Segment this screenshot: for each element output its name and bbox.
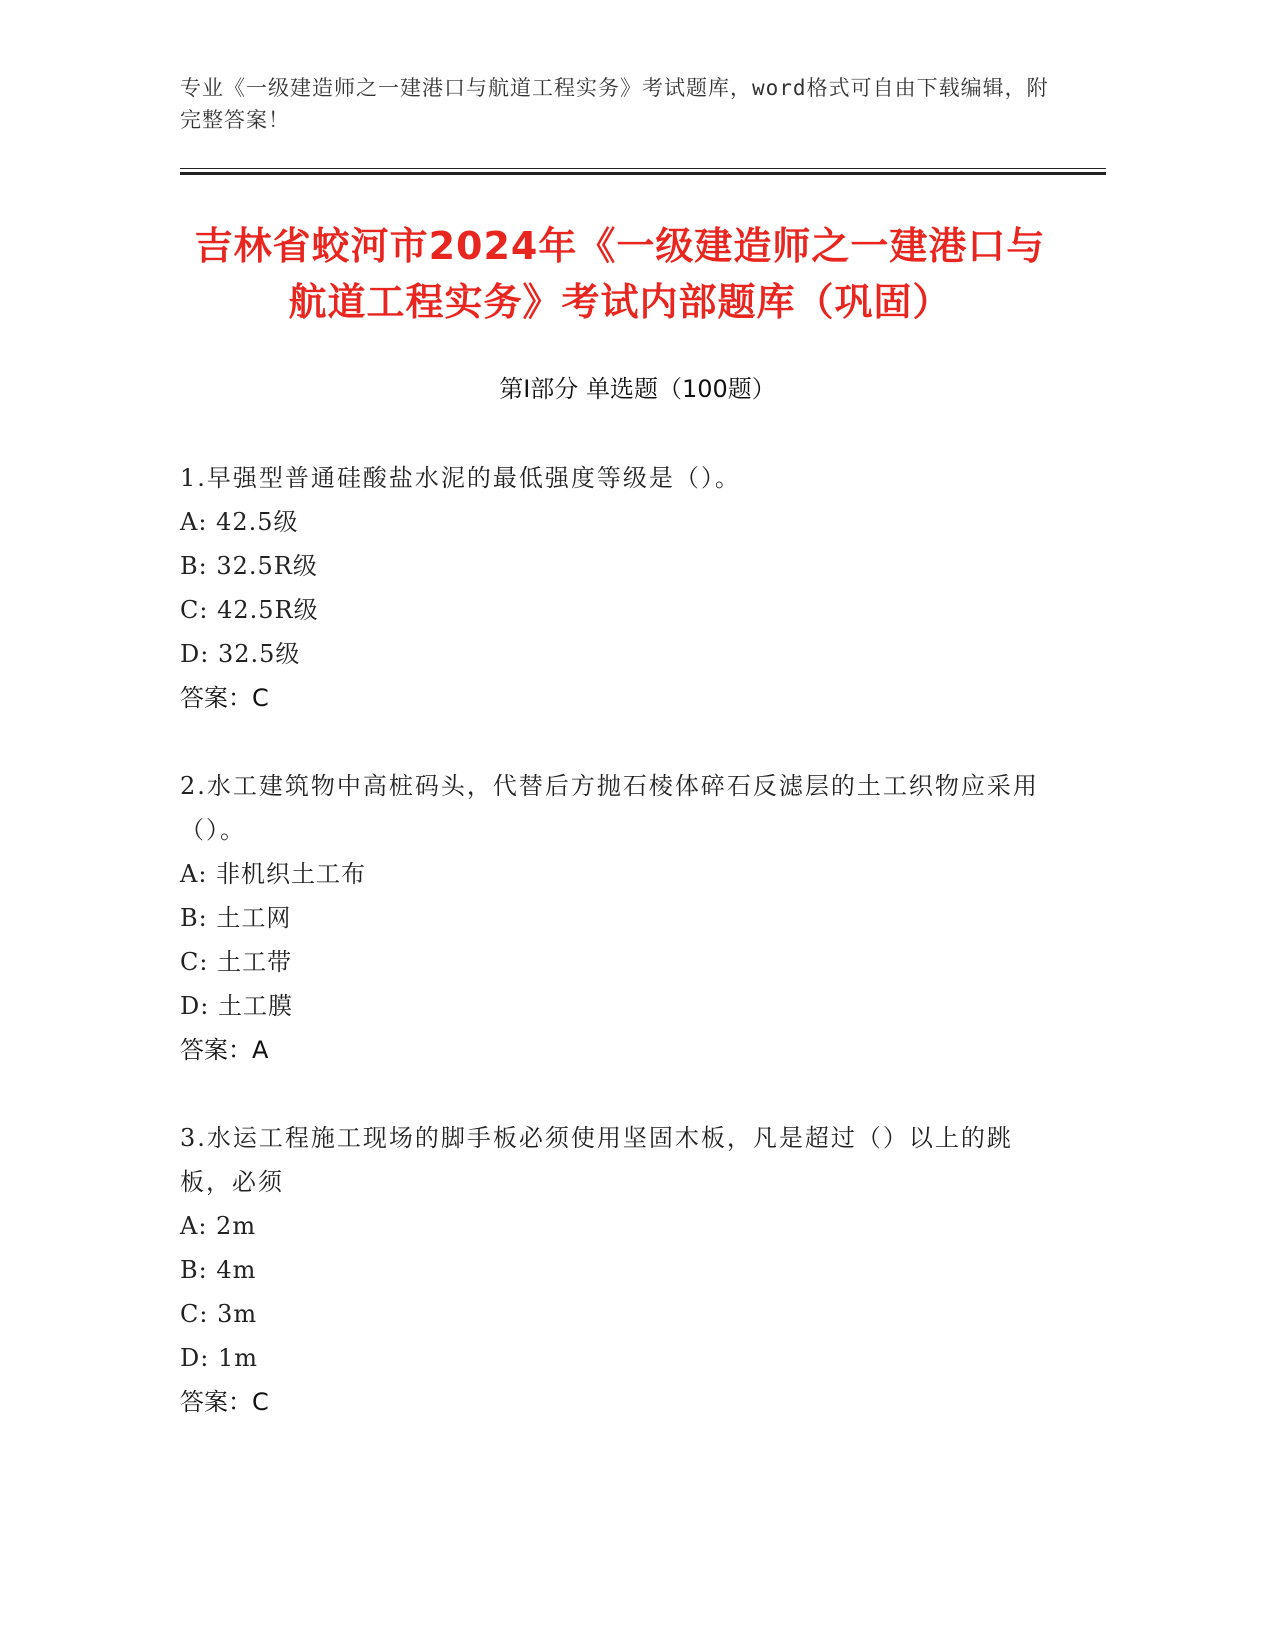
option-a: A: 2m bbox=[180, 1212, 257, 1240]
option-b: B: 土工网 bbox=[180, 904, 292, 932]
question-stem: 1.早强型普通硅酸盐水泥的最低强度等级是（）。 bbox=[180, 464, 741, 492]
option-d: D: 土工膜 bbox=[180, 992, 293, 1020]
option-d: D: 32.5级 bbox=[180, 640, 301, 668]
option-a: A: 42.5级 bbox=[180, 508, 299, 536]
question-1 bbox=[180, 456, 1060, 720]
option-c: C: 3m bbox=[180, 1300, 258, 1328]
question-stem: 2.水工建筑物中高桩码头，代替后方抛石棱体碎石反滤层的土工织物应采用（）。 bbox=[180, 772, 1039, 844]
question-stem: 3.水运工程施工现场的脚手板必须使用坚固木板，凡是超过（）以上的跳板，必须 bbox=[180, 1124, 1013, 1196]
answer-label: 答案：C bbox=[180, 1388, 269, 1416]
option-b: B: 32.5R级 bbox=[180, 552, 318, 580]
question-2 bbox=[180, 764, 1060, 1072]
header-rule-thick bbox=[180, 172, 1106, 175]
option-a: A: 非机织土工布 bbox=[180, 860, 367, 888]
document-title: 吉林省蛟河市2024年《一级建造师之一建港口与航道工程实务》考试内部题库（巩固） bbox=[194, 224, 1046, 324]
question-3 bbox=[180, 1116, 1060, 1424]
option-b: B: 4m bbox=[180, 1256, 257, 1284]
question-list bbox=[180, 456, 1060, 1468]
option-c: C: 42.5R级 bbox=[180, 596, 319, 624]
answer-label: 答案：C bbox=[180, 684, 269, 712]
answer-label: 答案：A bbox=[180, 1036, 269, 1064]
header-note: 专业《一级建造师之一建港口与航道工程实务》考试题库，word格式可自由下载编辑，附完整答案！ bbox=[180, 76, 1049, 132]
option-d: D: 1m bbox=[180, 1344, 258, 1372]
section-title: 第I部分 单选题（100题） bbox=[499, 375, 776, 403]
option-c: C: 土工带 bbox=[180, 948, 293, 976]
header-rule-thin bbox=[180, 168, 1106, 169]
